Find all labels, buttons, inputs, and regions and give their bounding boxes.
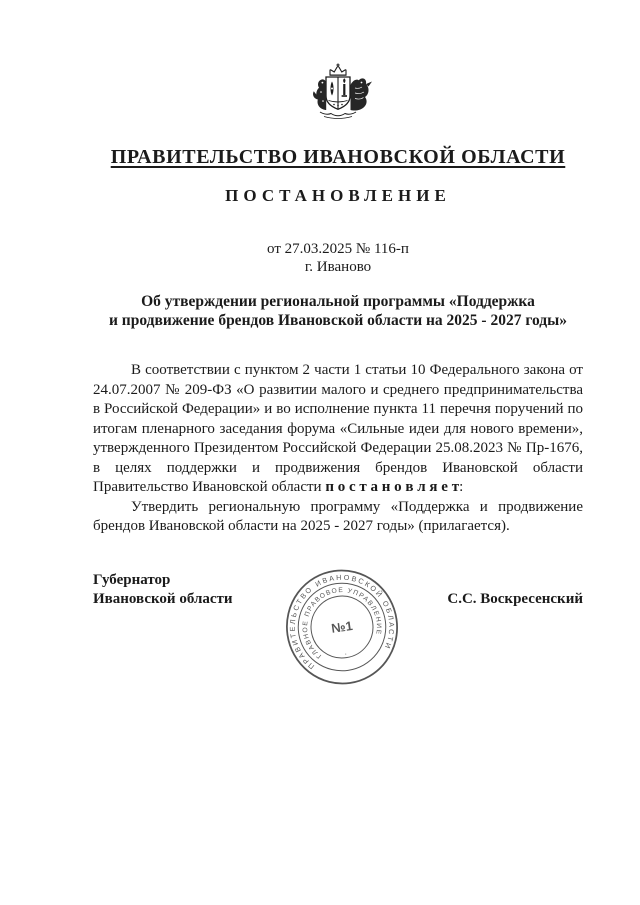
document-body bbox=[93, 361, 583, 537]
signatory-name: С.С. Воскресенский bbox=[447, 590, 583, 607]
signatory-position-line2: Ивановской области bbox=[93, 590, 233, 607]
org-name-heading: ПРАВИТЕЛЬСТВО ИВАНОВСКОЙ ОБЛАСТИ bbox=[110, 146, 566, 168]
document-title-line1: Об утверждении региональной программы «Поддержка bbox=[141, 293, 535, 310]
stamp-outer-ring-text: ПРАВИТЕЛЬСТВО ИВАНОВСКОЙ ОБЛАСТИ bbox=[288, 573, 396, 671]
legal-department-stamp bbox=[283, 567, 401, 687]
date-number-line: от 27.03.2025 № 116-п bbox=[267, 241, 409, 257]
document-title-line2: и продвижение брендов Ивановской области на 2025 - 2027 годы» bbox=[108, 312, 567, 329]
stamp-separator-dot: · bbox=[343, 649, 348, 659]
coat-of-arms bbox=[93, 62, 583, 122]
stamp-inner-ring-text: ГЛАВНОЕ ПРАВОВОЕ УПРАВЛЕНИЕ bbox=[301, 587, 382, 660]
date-block bbox=[93, 240, 583, 276]
paragraph-preamble bbox=[93, 361, 583, 498]
ivanovo-coat-of-arms-icon bbox=[299, 62, 377, 122]
doc-type-heading: ПОСТАНОВЛЕНИЕ bbox=[225, 186, 451, 205]
signatory-position-line1: Губернатор bbox=[93, 571, 171, 588]
signatory-position bbox=[93, 571, 233, 609]
round-stamp-icon bbox=[283, 567, 401, 687]
stamp-center-number: №1 bbox=[330, 618, 354, 636]
city-line: г. Иваново bbox=[304, 259, 372, 275]
paragraph-resolution: Утвердить региональную программу «Поддержка и продвижение брендов Ивановской области на 2025 - 2027 годы» (прилагается). bbox=[93, 498, 583, 534]
resolves-emphasis: п о с т а н о в л я е т bbox=[325, 479, 460, 495]
preamble-colon: : bbox=[459, 479, 464, 495]
preamble-text: В соответствии с пунктом 2 части 1 статьи 10 Федерального закона от 24.07.2007 № 209-ФЗ «О развитии малого и среднего предпринимательства в Российской Федерации» и во исполнение пункта 11 перечня поручений по итогам пленарного заседания форума «Сильные идеи для нового времени», утвержденного Президентом Российской Федерации 25.08.2023 № Пр-1676, в целях поддержки и продвижения брендов Ивановской области Правительство Ивановской области bbox=[93, 362, 583, 495]
document-title bbox=[93, 292, 583, 330]
